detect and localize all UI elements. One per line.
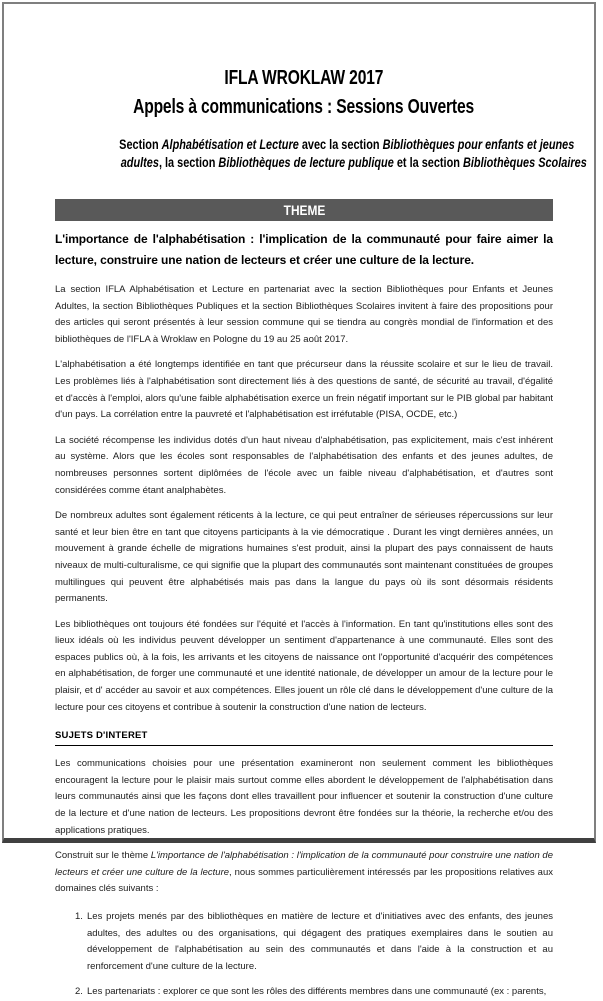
sections-subtitle-line2 [55,153,587,171]
subtitle-seg: , la section [158,154,219,170]
construit-theme-italic: L'importance de l'alphabétisation : l'implication de la communauté pour construire une nation de lecteurs et créer une culture de la lecture [55,850,553,878]
list-item-number: 2. [75,986,83,998]
subtitle-seg: Section [119,136,162,152]
list-item-text: Les projets menés par des bibliothèques en matière de lecture et d'initiatives avec des enfants, des jeunes adultes, des adultes ou des organisations, qui dégagent des pratiques exemplaires dans le soutien au développement de l'alphabétisation au sein des communautés et dans l'aide à la construction et au renforcement d'une culture de la lecture. [87,911,553,972]
construit-suffix: , nous sommes particulièrement intéressés par les propositions relatives aux domaines clés suivants : [55,866,554,895]
theme-paragraph: De nombreux adultes sont également réticents à la lecture, ce qui peut entraîner de sérieuses répercussions sur leur santé et leur bien être en tant que citoyens participants à la vie démocratique . Durant les vingt dernières années, un mouvement à grande échelle de migrations humaines s'est produit, ainsi la plupart des pays connaissent de hauts niveaux de multi-culturalisme, ce qui signifie que la plupart des communautés sont maintenant constituées de groupes multilingues qui peuvent être alphabétisés mais pas dans la langue du pays où ils sont désormais résidents permanents. [55,510,553,605]
subjects-construit-paragraph [55,848,553,898]
title-block [55,64,553,122]
construit-prefix: Construit sur le thème [55,850,151,862]
document-page [2,2,596,998]
list-item-number: 1. [75,911,83,922]
subtitle-seg-italic: Bibliothèques Scolaires [462,154,587,170]
sections-subtitle-line1 [55,135,575,153]
subtitle-seg: et la section [393,154,463,170]
page-content [4,64,594,1001]
sections-subtitle [55,135,587,171]
subtitle-seg-italic: Alphabétisation et Lecture [161,136,299,152]
theme-banner-label: THEME [283,202,325,218]
page-title [55,64,553,93]
theme-banner [55,199,553,221]
subtitle-seg-italic: adultes [120,154,159,170]
subtitle-seg-italic: Bibliothèques pour enfants et jeunes [382,136,575,152]
page-title-text: IFLA WROKLAW 2017 [224,67,384,89]
list-item [75,909,553,975]
subjects-list [55,909,553,1001]
subtitle-seg-italic: Bibliothèques de lecture publique [218,154,394,170]
theme-paragraph: La société récompense les individus dotés d'un haut niveau d'alphabétisation, pas explicitement, mais c'est inhérent au système. Alors que les écoles sont responsables de l'alphabétisation des enfants et des jeunes adultes, de nombreuses personnes sortent diplômées de l'école avec un faible niveau d'alphabétisation, et d'autres sont considérées comme étant analphabètes. [55,434,553,496]
list-item-text: Les partenariats : explorer ce que sont les rôles des différents membres dans une communauté (ex : parents, [87,986,547,998]
subjects-intro-paragraph: Les communications choisies pour une présentation examineront non seulement comment les bibliothèques encouragent la lecture pour le plaisir mais surtout comme elles abordent le développement de l'alphabétisation dans leurs communautés ainsi que les façons dont elles travaillent pour influencer et soutenir la construction d'une culture de la lecture et d'une nation de lecteurs. Les propositions devront être fondées sur la théorie, la recherche et/ou des applications pratiques. [55,758,553,836]
subtitle-seg: avec la section [298,136,383,152]
theme-paragraph: Les bibliothèques ont toujours été fondées sur l'équité et l'accès à l'information. En tant qu'institutions elles sont des lieux idéals où les individus peuvent développer un sentiment d'appartenance à une communauté. Elles sont des espaces publics où, à la fois, les arrivants et les citoyens de naissance ont l'opportunité d'acquérir des compétences en alphabétisation, de forger une communauté et une identité nationale, de développer un amour de la lecture pour le plaisir, et d' accéder au savoir et aux compétences. Elles jouent un rôle clé dans le développement d'une culture de la lecture pour ces citoyens et contribue à soutenir la construction d'une nation de lecteurs. [55,618,553,713]
list-item [75,984,553,1001]
theme-paragraph: L'alphabétisation a été longtemps identifiée en tant que précurseur dans la réussite scolaire et sur le lieu de travail. Les problèmes liés à l'alphabétisation sont directement liés à des questions de santé, de sécurité au travail, d'égalité et d'accès à l'emploi, alors qu'une faible alphabétisation exerce un frein négatif important sur le PIB global par habitant d'un pays. La corrélation entre la pauvreté et l'alphabétisation est irréfutable (PISA, OCDE, etc.) [55,359,553,421]
theme-heading: L'importance de l'alphabétisation : l'implication de la communauté pour faire aimer la lecture, construire une nation de lecteurs et créer une culture de la lecture. [55,232,553,267]
theme-paragraph: La section IFLA Alphabétisation et Lecture en partenariat avec la section Bibliothèques pour Enfants et Jeunes Adultes, la section Bibliothèques Publiques et la section Bibliothèques Scolaires invitent à faire des propositions pour des articles qui seront présentés à leur session commune qui se tiendra au congrès mondial de l'information et des bibliothèques de l'IFLA à Wroklaw en Pologne du 19 au 25 août 2017. [55,284,553,345]
subjects-section-heading: SUJETS D'INTERET [55,730,553,746]
page-subtitle-title-text: Appels à communications : Sessions Ouvertes [133,96,475,118]
page-subtitle-title [55,93,553,122]
